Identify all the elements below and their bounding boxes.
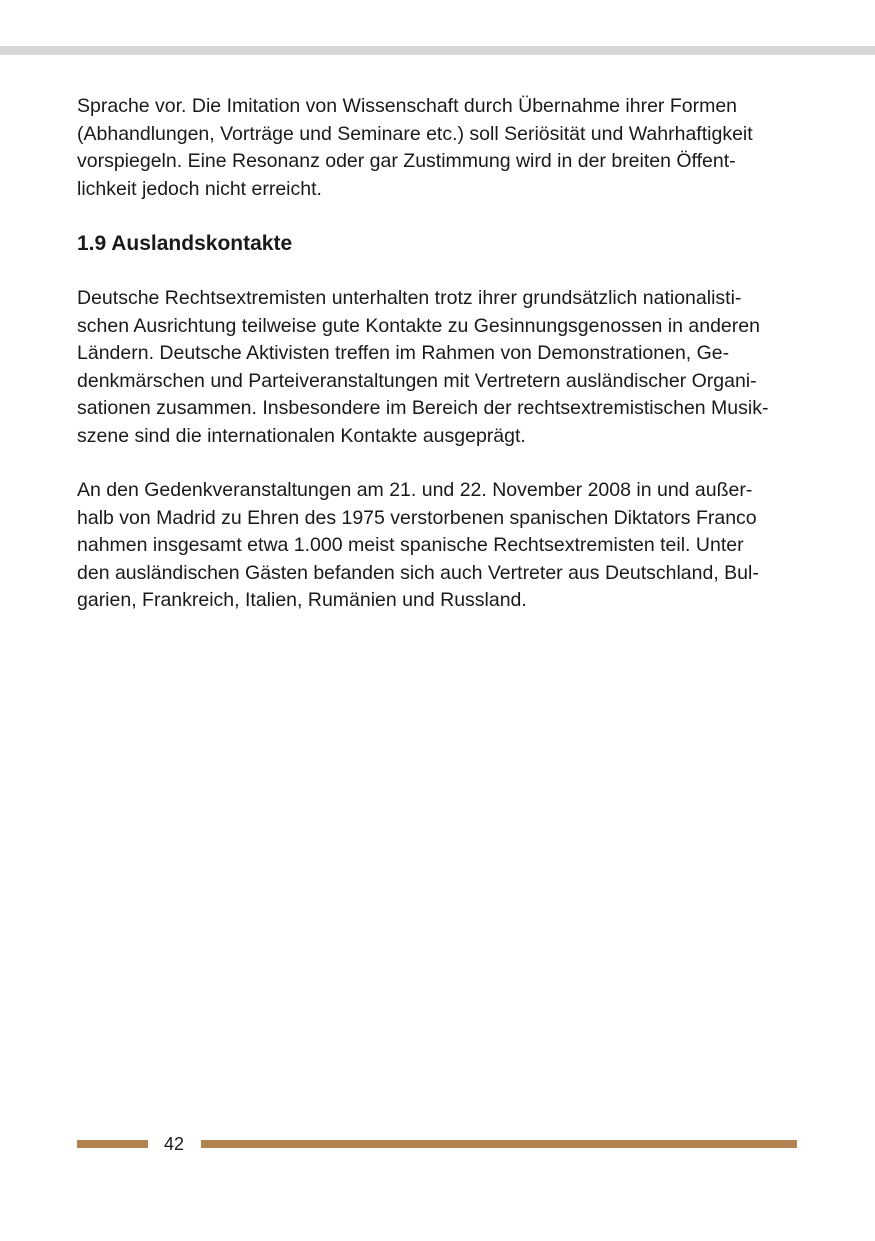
top-rule: [0, 46, 875, 55]
body-paragraph: [77, 285, 807, 450]
text-line: denkmärschen und Parteiveranstaltungen mit Vertretern ausländischer Organi-: [77, 369, 757, 392]
footer-accent-bar-right: [201, 1140, 797, 1148]
page-number: 42: [164, 1134, 185, 1154]
text-line: halb von Madrid zu Ehren des 1975 verstorbenen spanischen Diktators Franco: [77, 506, 757, 529]
text-line: sationen zusammen. Insbesondere im Bereich der rechtsextremistischen Musik-: [77, 397, 769, 419]
page-content: [77, 93, 807, 615]
text-line: Ländern. Deutsche Aktivisten treffen im Rahmen von Demonstrationen, Ge-: [77, 342, 730, 364]
body-paragraph: [77, 477, 807, 615]
section-heading: 1.9 Auslandskontakte: [77, 232, 293, 255]
text-line: nahmen insgesamt etwa 1.000 meist spanische Rechtsextremisten teil. Unter: [77, 534, 744, 556]
intro-paragraph: [77, 93, 807, 203]
footer-accent-bar-left: [77, 1140, 148, 1148]
text-line: vorspiegeln. Eine Resonanz oder gar Zustimmung wird in der breiten Öffent-: [77, 150, 736, 172]
text-line: Sprache vor. Die Imitation von Wissenschaft durch Übernahme ihrer Formen: [77, 95, 738, 117]
text-line: schen Ausrichtung teilweise gute Kontakte zu Gesinnungsgenossen in anderen: [77, 314, 760, 337]
text-line: Deutsche Rechtsextremisten unterhalten trotz ihrer grundsätzlich nationalisti-: [77, 287, 742, 309]
text-line: szene sind die internationalen Kontakte ausgeprägt.: [77, 424, 526, 447]
text-line: An den Gedenkveranstaltungen am 21. und 22. November 2008 in und außer-: [77, 479, 753, 501]
text-line: lichkeit jedoch nicht erreicht.: [77, 177, 322, 200]
text-line: den ausländischen Gästen befanden sich auch Vertreter aus Deutschland, Bul-: [77, 561, 759, 584]
text-line: (Abhandlungen, Vorträge und Seminare etc.) soll Seriösität und Wahrhaftigkeit: [77, 122, 753, 145]
text-line: garien, Frankreich, Italien, Rumänien und Russland.: [77, 589, 527, 611]
page-footer: [0, 1130, 875, 1160]
